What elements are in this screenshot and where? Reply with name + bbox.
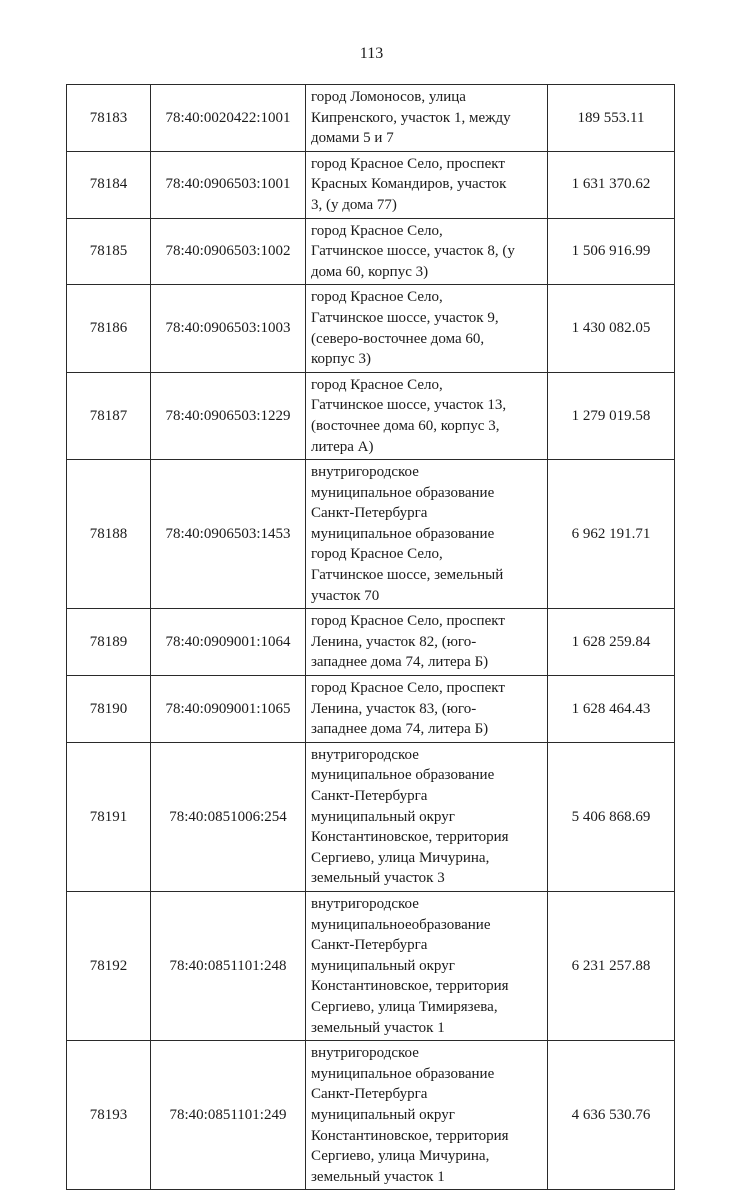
address-line: домами 5 и 7 [311, 130, 394, 147]
cadastral-number-cell: 78:40:0906503:1001 [151, 151, 306, 218]
address-cell [306, 1041, 548, 1190]
address-line: Гатчинское шоссе, земельный [311, 567, 504, 584]
address-line: город Ломоносов, улица [311, 89, 466, 105]
address-line: город Красное Село, [311, 376, 443, 393]
address-line: муниципальный округ [311, 808, 455, 825]
address-line: Константиновское, территория [311, 978, 509, 995]
table-row [67, 285, 675, 372]
address-line: муниципальноеобразование [311, 916, 491, 933]
cadastral-value-cell: 6 962 191.71 [548, 460, 675, 609]
address-line: Ленина, участок 82, (юго- [311, 633, 477, 650]
address-line: муниципальное образование [311, 525, 495, 542]
address-line: Кипренского, участок 1, между [311, 109, 511, 126]
table-row [67, 85, 675, 152]
cadastral-number-cell: 78:40:0020422:1001 [151, 85, 306, 152]
address-line: город Красное Село, [311, 289, 443, 306]
address-line: внутригородское [311, 895, 419, 912]
address-line: земельный участок 3 [311, 870, 445, 887]
table-row [67, 372, 675, 459]
cadastral-number-cell: 78:40:0851006:254 [151, 742, 306, 891]
address-line: муниципальное образование [311, 1065, 495, 1082]
address-line: город Красное Село, проспект [311, 613, 505, 630]
row-number-cell: 78189 [67, 609, 151, 676]
cadastral-value-cell: 1 631 370.62 [548, 151, 675, 218]
cadastral-value-cell: 1 279 019.58 [548, 372, 675, 459]
cadastral-value-table [66, 84, 675, 1190]
address-line: Санкт-Петербурга [311, 937, 428, 954]
address-line: Сергиево, улица Мичурина, [311, 1148, 490, 1165]
table-row [67, 609, 675, 676]
address-line: Гатчинское шоссе, участок 8, (у [311, 243, 515, 260]
address-cell [306, 676, 548, 743]
address-cell [306, 218, 548, 285]
address-line: муниципальный округ [311, 1106, 455, 1123]
address-line: Красных Командиров, участок [311, 176, 507, 193]
address-line: Санкт-Петербурга [311, 505, 428, 522]
address-line: земельный участок 1 [311, 1168, 445, 1185]
address-line: муниципальный округ [311, 957, 455, 974]
address-line: (восточнее дома 60, корпус 3, [311, 417, 500, 434]
address-line: Ленина, участок 83, (юго- [311, 700, 477, 717]
cadastral-number-cell: 78:40:0851101:248 [151, 891, 306, 1040]
address-line: внутригородское [311, 1045, 419, 1062]
address-cell [306, 151, 548, 218]
cadastral-value-cell: 189 553.11 [548, 85, 675, 152]
table-row [67, 676, 675, 743]
table-row [67, 742, 675, 891]
address-cell [306, 85, 548, 152]
address-line: литера А) [311, 438, 374, 455]
cadastral-value-cell: 1 430 082.05 [548, 285, 675, 372]
cadastral-value-cell: 1 628 464.43 [548, 676, 675, 743]
address-line: Константиновское, территория [311, 829, 509, 846]
address-line: участок 70 [311, 587, 380, 604]
cadastral-value-cell: 1 506 916.99 [548, 218, 675, 285]
cadastral-value-cell: 6 231 257.88 [548, 891, 675, 1040]
row-number-cell: 78183 [67, 85, 151, 152]
table-row [67, 151, 675, 218]
address-cell [306, 609, 548, 676]
cadastral-number-cell: 78:40:0851101:249 [151, 1041, 306, 1190]
cadastral-number-cell: 78:40:0909001:1065 [151, 676, 306, 743]
address-line: внутригородское [311, 464, 419, 481]
table-row [67, 1041, 675, 1190]
row-number-cell: 78188 [67, 460, 151, 609]
address-line: Сергиево, улица Мичурина, [311, 849, 490, 866]
row-number-cell: 78185 [67, 218, 151, 285]
cadastral-number-cell: 78:40:0906503:1453 [151, 460, 306, 609]
address-line: Санкт-Петербурга [311, 788, 428, 804]
cadastral-number-cell: 78:40:0906503:1003 [151, 285, 306, 372]
address-line: город Красное Село, проспект [311, 680, 505, 697]
address-line: Константиновское, территория [311, 1127, 509, 1144]
row-number-cell: 78184 [67, 151, 151, 218]
address-line: Гатчинское шоссе, участок 9, [311, 309, 499, 326]
cadastral-value-cell: 5 406 868.69 [548, 742, 675, 891]
address-line: муниципальное образование [311, 484, 495, 501]
address-line: город Красное Село, проспект [311, 155, 505, 172]
cadastral-value-cell: 1 628 259.84 [548, 609, 675, 676]
address-line: дома 60, корпус 3) [311, 263, 429, 280]
row-number-cell: 78192 [67, 891, 151, 1040]
address-cell [306, 460, 548, 609]
row-number-cell: 78190 [67, 676, 151, 743]
address-line: земельный участок 1 [311, 1019, 445, 1036]
table-row [67, 891, 675, 1040]
address-line: корпус 3) [311, 351, 371, 368]
table-row [67, 460, 675, 609]
address-line: (северо-восточнее дома 60, [311, 330, 485, 347]
address-line: город Красное Село, [311, 222, 443, 239]
address-line: муниципальное образование [311, 767, 495, 784]
address-cell [306, 285, 548, 372]
row-number-cell: 78193 [67, 1041, 151, 1190]
address-line: город Красное Село, [311, 546, 443, 563]
address-line: Гатчинское шоссе, участок 13, [311, 397, 507, 414]
address-cell [306, 742, 548, 891]
cadastral-number-cell: 78:40:0906503:1002 [151, 218, 306, 285]
address-line: Санкт-Петербурга [311, 1086, 428, 1103]
address-cell [306, 372, 548, 459]
row-number-cell: 78191 [67, 742, 151, 891]
row-number-cell: 78187 [67, 372, 151, 459]
address-line: внутригородское [311, 746, 419, 763]
row-number-cell: 78186 [67, 285, 151, 372]
cadastral-number-cell: 78:40:0909001:1064 [151, 609, 306, 676]
address-line: западнее дома 74, литера Б) [311, 721, 489, 738]
table-row [67, 218, 675, 285]
cadastral-value-cell: 4 636 530.76 [548, 1041, 675, 1190]
table-body [67, 85, 675, 1190]
page-number: 113 [359, 45, 384, 62]
address-line: Сергиево, улица Тимирязева, [311, 998, 498, 1015]
address-cell [306, 891, 548, 1040]
cadastral-number-cell: 78:40:0906503:1229 [151, 372, 306, 459]
address-line: западнее дома 74, литера Б) [311, 654, 489, 671]
address-line: 3, (у дома 77) [311, 196, 397, 213]
